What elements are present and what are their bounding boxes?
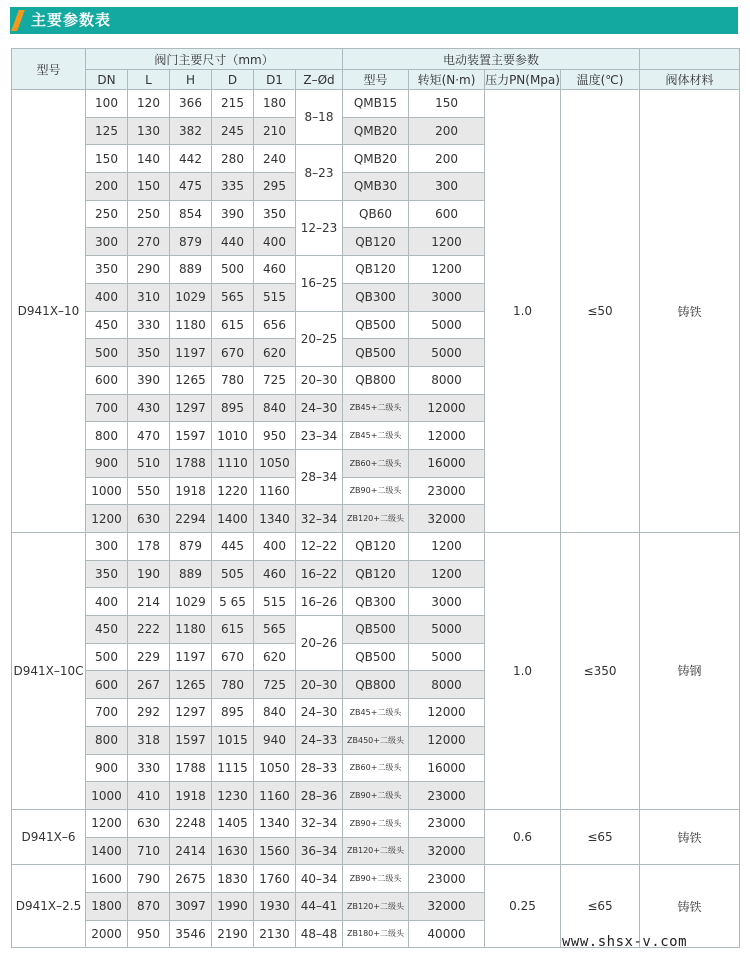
cell-l: 190 — [128, 560, 170, 588]
cell-zd: 20–30 — [296, 671, 343, 699]
cell-l: 470 — [128, 422, 170, 450]
cell-d: 445 — [212, 533, 254, 561]
cell-l: 390 — [128, 366, 170, 394]
parameter-table — [11, 48, 740, 948]
cell-dn: 350 — [86, 560, 128, 588]
cell-dn: 125 — [86, 117, 128, 145]
cell-h: 889 — [170, 560, 212, 588]
cell-torque: 300 — [409, 173, 485, 201]
cell-actuator-model: ZB45+二级头 — [343, 699, 409, 727]
header-dn: DN — [86, 70, 128, 90]
cell-zd: 32–34 — [296, 505, 343, 533]
cell-d: 505 — [212, 560, 254, 588]
cell-l: 510 — [128, 449, 170, 477]
cell-h: 879 — [170, 533, 212, 561]
cell-actuator-model: ZB120+二级头 — [343, 837, 409, 865]
cell-h: 1918 — [170, 782, 212, 810]
cell-actuator-model: ZB90+二级头 — [343, 809, 409, 837]
temperature-cell: ≤65 — [561, 865, 640, 948]
temperature-cell: ≤65 — [561, 809, 640, 864]
cell-l: 222 — [128, 616, 170, 644]
cell-actuator-model: QB300 — [343, 588, 409, 616]
cell-torque: 23000 — [409, 809, 485, 837]
cell-h: 889 — [170, 256, 212, 284]
model-cell: D941X–10C — [12, 533, 86, 810]
cell-l: 318 — [128, 726, 170, 754]
cell-d: 5 65 — [212, 588, 254, 616]
cell-d: 780 — [212, 671, 254, 699]
cell-d1: 460 — [254, 560, 296, 588]
cell-l: 350 — [128, 339, 170, 367]
cell-zd: 28–36 — [296, 782, 343, 810]
cell-l: 430 — [128, 394, 170, 422]
cell-d: 670 — [212, 339, 254, 367]
material-cell: 铸铁 — [640, 90, 740, 533]
cell-actuator-model: QB120 — [343, 228, 409, 256]
cell-l: 229 — [128, 643, 170, 671]
cell-l: 630 — [128, 505, 170, 533]
cell-zd: 40–34 — [296, 865, 343, 893]
cell-d1: 2130 — [254, 920, 296, 948]
pressure-cell: 0.6 — [485, 809, 561, 864]
cell-zd: 44–41 — [296, 892, 343, 920]
cell-actuator-model: ZB120+二级头 — [343, 892, 409, 920]
cell-d: 1010 — [212, 422, 254, 450]
cell-d1: 1160 — [254, 782, 296, 810]
cell-d: 390 — [212, 200, 254, 228]
cell-d: 440 — [212, 228, 254, 256]
cell-d: 280 — [212, 145, 254, 173]
material-cell: 铸铁 — [640, 809, 740, 864]
cell-h: 382 — [170, 117, 212, 145]
watermark: www.shsx-v.com — [562, 934, 688, 950]
cell-actuator-model: QB300 — [343, 283, 409, 311]
cell-zd: 24–30 — [296, 394, 343, 422]
cell-torque: 23000 — [409, 477, 485, 505]
cell-h: 3097 — [170, 892, 212, 920]
cell-torque: 32000 — [409, 892, 485, 920]
cell-d1: 240 — [254, 145, 296, 173]
cell-d: 1630 — [212, 837, 254, 865]
cell-zd: 8–23 — [296, 145, 343, 200]
cell-dn: 700 — [86, 394, 128, 422]
cell-h: 1597 — [170, 726, 212, 754]
cell-torque: 5000 — [409, 643, 485, 671]
cell-d1: 620 — [254, 339, 296, 367]
cell-dn: 1800 — [86, 892, 128, 920]
cell-actuator-model: QMB15 — [343, 90, 409, 118]
cell-actuator-model: QB500 — [343, 311, 409, 339]
cell-h: 1029 — [170, 283, 212, 311]
header-material: 阀体材料 — [640, 70, 740, 90]
header-torque: 转矩(N·m) — [409, 70, 485, 90]
header-actuator-model: 型号 — [343, 70, 409, 90]
cell-d: 335 — [212, 173, 254, 201]
cell-torque: 32000 — [409, 837, 485, 865]
cell-l: 790 — [128, 865, 170, 893]
cell-torque: 12000 — [409, 699, 485, 727]
cell-torque: 23000 — [409, 782, 485, 810]
cell-d1: 180 — [254, 90, 296, 118]
table-row — [12, 90, 740, 118]
cell-d: 1990 — [212, 892, 254, 920]
cell-torque: 12000 — [409, 422, 485, 450]
pressure-cell: 1.0 — [485, 533, 561, 810]
cell-l: 140 — [128, 145, 170, 173]
cell-h: 2675 — [170, 865, 212, 893]
cell-torque: 1200 — [409, 560, 485, 588]
cell-d1: 400 — [254, 533, 296, 561]
cell-dn: 800 — [86, 422, 128, 450]
cell-torque: 1200 — [409, 228, 485, 256]
cell-d: 1110 — [212, 449, 254, 477]
cell-d: 780 — [212, 366, 254, 394]
cell-d1: 1050 — [254, 754, 296, 782]
cell-h: 1180 — [170, 616, 212, 644]
pressure-cell: 0.25 — [485, 865, 561, 948]
cell-dn: 200 — [86, 173, 128, 201]
cell-l: 267 — [128, 671, 170, 699]
cell-d: 1830 — [212, 865, 254, 893]
cell-l: 710 — [128, 837, 170, 865]
cell-h: 1265 — [170, 671, 212, 699]
cell-dn: 400 — [86, 588, 128, 616]
cell-actuator-model: QB500 — [343, 643, 409, 671]
cell-dn: 100 — [86, 90, 128, 118]
cell-d1: 1340 — [254, 505, 296, 533]
cell-d: 670 — [212, 643, 254, 671]
table-body — [12, 90, 740, 948]
cell-h: 366 — [170, 90, 212, 118]
cell-dn: 400 — [86, 283, 128, 311]
cell-dn: 800 — [86, 726, 128, 754]
cell-l: 214 — [128, 588, 170, 616]
cell-h: 2248 — [170, 809, 212, 837]
cell-l: 250 — [128, 200, 170, 228]
cell-d1: 940 — [254, 726, 296, 754]
page-title: 主要参数表 — [31, 11, 112, 29]
cell-dn: 350 — [86, 256, 128, 284]
cell-l: 330 — [128, 311, 170, 339]
cell-zd: 48–48 — [296, 920, 343, 948]
cell-l: 410 — [128, 782, 170, 810]
cell-l: 950 — [128, 920, 170, 948]
cell-d: 615 — [212, 311, 254, 339]
temperature-cell: ≤350 — [561, 533, 640, 810]
cell-torque: 200 — [409, 117, 485, 145]
cell-d1: 950 — [254, 422, 296, 450]
cell-torque: 5000 — [409, 311, 485, 339]
cell-dn: 500 — [86, 643, 128, 671]
model-cell: D941X–10 — [12, 90, 86, 533]
cell-dn: 900 — [86, 754, 128, 782]
cell-actuator-model: ZB90+二级头 — [343, 782, 409, 810]
cell-d: 1015 — [212, 726, 254, 754]
cell-dn: 500 — [86, 339, 128, 367]
cell-d1: 725 — [254, 366, 296, 394]
cell-dn: 1600 — [86, 865, 128, 893]
cell-dn: 1000 — [86, 477, 128, 505]
cell-h: 879 — [170, 228, 212, 256]
cell-torque: 200 — [409, 145, 485, 173]
cell-d1: 1760 — [254, 865, 296, 893]
cell-d: 1115 — [212, 754, 254, 782]
cell-zd: 12–22 — [296, 533, 343, 561]
material-cell: 铸铁 — [640, 865, 740, 948]
cell-d: 565 — [212, 283, 254, 311]
cell-h: 1788 — [170, 449, 212, 477]
cell-d: 1220 — [212, 477, 254, 505]
cell-d1: 840 — [254, 699, 296, 727]
cell-actuator-model: QMB20 — [343, 145, 409, 173]
cell-dn: 300 — [86, 533, 128, 561]
cell-d1: 1930 — [254, 892, 296, 920]
cell-actuator-model: ZB90+二级头 — [343, 865, 409, 893]
cell-h: 1197 — [170, 339, 212, 367]
cell-zd: 23–34 — [296, 422, 343, 450]
cell-actuator-model: QB120 — [343, 560, 409, 588]
cell-dn: 300 — [86, 228, 128, 256]
cell-torque: 16000 — [409, 754, 485, 782]
cell-torque: 16000 — [409, 449, 485, 477]
cell-l: 150 — [128, 173, 170, 201]
model-cell: D941X–6 — [12, 809, 86, 864]
cell-h: 2414 — [170, 837, 212, 865]
cell-zd: 16–26 — [296, 588, 343, 616]
cell-actuator-model: QB800 — [343, 671, 409, 699]
cell-zd: 20–25 — [296, 311, 343, 366]
cell-actuator-model: QB500 — [343, 616, 409, 644]
cell-actuator-model: ZB45+二级头 — [343, 394, 409, 422]
cell-torque: 5000 — [409, 339, 485, 367]
cell-d1: 1050 — [254, 449, 296, 477]
header-h: H — [170, 70, 212, 90]
cell-torque: 8000 — [409, 366, 485, 394]
cell-actuator-model: QB60 — [343, 200, 409, 228]
cell-l: 290 — [128, 256, 170, 284]
cell-actuator-model: QMB30 — [343, 173, 409, 201]
cell-l: 130 — [128, 117, 170, 145]
cell-l: 630 — [128, 809, 170, 837]
cell-dn: 1200 — [86, 505, 128, 533]
title-bar — [10, 7, 738, 34]
cell-d1: 1560 — [254, 837, 296, 865]
cell-torque: 5000 — [409, 616, 485, 644]
cell-zd: 24–33 — [296, 726, 343, 754]
cell-d: 895 — [212, 394, 254, 422]
cell-zd: 20–30 — [296, 366, 343, 394]
cell-d: 1230 — [212, 782, 254, 810]
cell-actuator-model: QMB20 — [343, 117, 409, 145]
cell-zd: 20–26 — [296, 616, 343, 671]
cell-dn: 450 — [86, 616, 128, 644]
cell-torque: 32000 — [409, 505, 485, 533]
cell-h: 1788 — [170, 754, 212, 782]
cell-zd: 16–25 — [296, 256, 343, 311]
cell-h: 1918 — [170, 477, 212, 505]
cell-zd: 32–34 — [296, 809, 343, 837]
cell-d1: 400 — [254, 228, 296, 256]
cell-d1: 840 — [254, 394, 296, 422]
cell-d1: 460 — [254, 256, 296, 284]
table-row — [12, 865, 740, 893]
header-dim-group: 阀门主要尺寸（mm） — [86, 49, 343, 70]
cell-d1: 1340 — [254, 809, 296, 837]
cell-l: 270 — [128, 228, 170, 256]
cell-dn: 1400 — [86, 837, 128, 865]
cell-zd: 8–18 — [296, 90, 343, 145]
cell-dn: 700 — [86, 699, 128, 727]
cell-d: 215 — [212, 90, 254, 118]
cell-zd: 24–30 — [296, 699, 343, 727]
header-l: L — [128, 70, 170, 90]
cell-actuator-model: QB120 — [343, 533, 409, 561]
cell-d: 615 — [212, 616, 254, 644]
cell-torque: 23000 — [409, 865, 485, 893]
table-row — [12, 533, 740, 561]
cell-h: 854 — [170, 200, 212, 228]
cell-torque: 1200 — [409, 533, 485, 561]
header-temperature: 温度(℃) — [561, 70, 640, 90]
cell-d1: 295 — [254, 173, 296, 201]
cell-l: 310 — [128, 283, 170, 311]
cell-d: 2190 — [212, 920, 254, 948]
cell-zd: 28–34 — [296, 449, 343, 504]
pressure-cell: 1.0 — [485, 90, 561, 533]
cell-torque: 1200 — [409, 256, 485, 284]
cell-actuator-model: ZB60+二级头 — [343, 449, 409, 477]
cell-actuator-model: QB800 — [343, 366, 409, 394]
cell-l: 120 — [128, 90, 170, 118]
cell-dn: 600 — [86, 366, 128, 394]
cell-actuator-model: ZB450+二级头 — [343, 726, 409, 754]
cell-dn: 450 — [86, 311, 128, 339]
cell-h: 1180 — [170, 311, 212, 339]
cell-d: 1405 — [212, 809, 254, 837]
cell-zd: 28–33 — [296, 754, 343, 782]
cell-d: 1400 — [212, 505, 254, 533]
cell-d: 895 — [212, 699, 254, 727]
cell-dn: 2000 — [86, 920, 128, 948]
cell-dn: 150 — [86, 145, 128, 173]
cell-actuator-model: ZB90+二级头 — [343, 477, 409, 505]
cell-d1: 725 — [254, 671, 296, 699]
temperature-cell: ≤50 — [561, 90, 640, 533]
cell-h: 1029 — [170, 588, 212, 616]
cell-h: 1197 — [170, 643, 212, 671]
cell-h: 475 — [170, 173, 212, 201]
cell-dn: 600 — [86, 671, 128, 699]
cell-d1: 656 — [254, 311, 296, 339]
cell-d1: 210 — [254, 117, 296, 145]
header-actuator-group: 电动装置主要参数 — [343, 49, 640, 70]
cell-actuator-model: ZB45+二级头 — [343, 422, 409, 450]
cell-actuator-model: ZB120+二级头 — [343, 505, 409, 533]
cell-d1: 515 — [254, 588, 296, 616]
cell-torque: 40000 — [409, 920, 485, 948]
cell-h: 1297 — [170, 699, 212, 727]
cell-d1: 350 — [254, 200, 296, 228]
cell-actuator-model: QB500 — [343, 339, 409, 367]
cell-h: 1597 — [170, 422, 212, 450]
cell-torque: 3000 — [409, 283, 485, 311]
cell-d1: 515 — [254, 283, 296, 311]
cell-actuator-model: ZB60+二级头 — [343, 754, 409, 782]
cell-actuator-model: ZB180+二级头 — [343, 920, 409, 948]
cell-l: 178 — [128, 533, 170, 561]
cell-d1: 565 — [254, 616, 296, 644]
header-d1: D1 — [254, 70, 296, 90]
cell-l: 330 — [128, 754, 170, 782]
cell-h: 3546 — [170, 920, 212, 948]
table-row — [12, 809, 740, 837]
cell-dn: 1000 — [86, 782, 128, 810]
cell-torque: 8000 — [409, 671, 485, 699]
cell-h: 2294 — [170, 505, 212, 533]
header-zd: Z–Ød — [296, 70, 343, 90]
header-spacer — [640, 49, 740, 70]
cell-zd: 36–34 — [296, 837, 343, 865]
cell-l: 292 — [128, 699, 170, 727]
cell-h: 442 — [170, 145, 212, 173]
cell-torque: 150 — [409, 90, 485, 118]
cell-actuator-model: QB120 — [343, 256, 409, 284]
cell-h: 1265 — [170, 366, 212, 394]
model-cell: D941X–2.5 — [12, 865, 86, 948]
cell-zd: 16–22 — [296, 560, 343, 588]
cell-dn: 900 — [86, 449, 128, 477]
cell-torque: 12000 — [409, 726, 485, 754]
cell-torque: 600 — [409, 200, 485, 228]
cell-d1: 620 — [254, 643, 296, 671]
header-pressure: 压力PN(Mpa) — [485, 70, 561, 90]
cell-d: 245 — [212, 117, 254, 145]
cell-torque: 12000 — [409, 394, 485, 422]
cell-l: 550 — [128, 477, 170, 505]
cell-dn: 1200 — [86, 809, 128, 837]
header-d: D — [212, 70, 254, 90]
cell-zd: 12–23 — [296, 200, 343, 255]
material-cell: 铸钢 — [640, 533, 740, 810]
cell-torque: 3000 — [409, 588, 485, 616]
title-accent-icon — [11, 10, 25, 31]
cell-d: 500 — [212, 256, 254, 284]
cell-d1: 1160 — [254, 477, 296, 505]
cell-dn: 250 — [86, 200, 128, 228]
cell-l: 870 — [128, 892, 170, 920]
cell-h: 1297 — [170, 394, 212, 422]
header-model: 型号 — [12, 49, 86, 90]
